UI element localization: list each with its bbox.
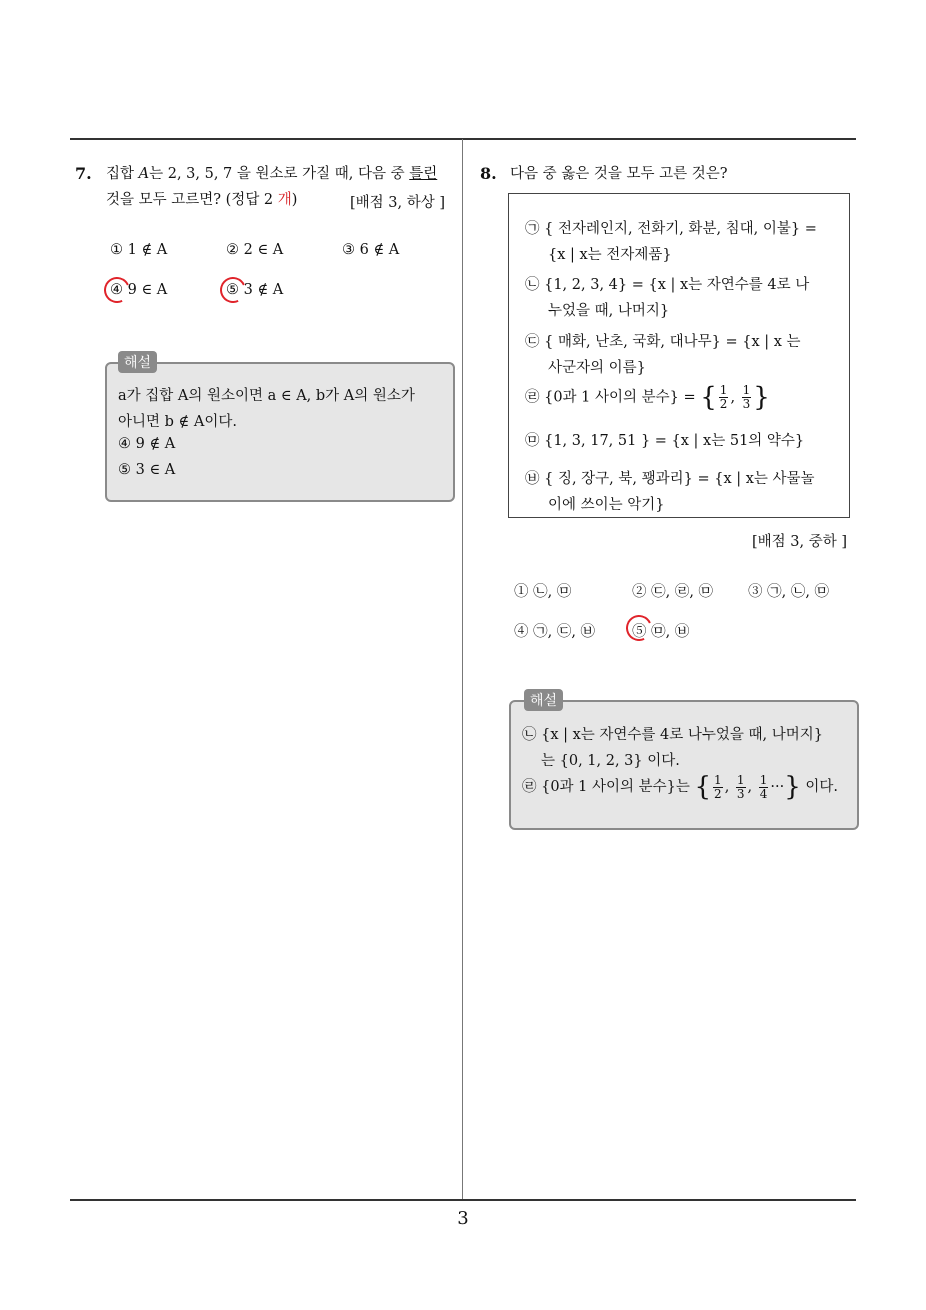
q7-choice-5[interactable]: ⑤ 3 ∉ A <box>226 282 284 298</box>
q8-choice-1[interactable]: ① ㉡, ㉤ <box>514 584 572 600</box>
q8-explanation-tag: 해설 <box>524 689 563 711</box>
q8-item-6a: ㉥ { 징, 장구, 북, 꽹과리} = {x | x는 사물놀 <box>525 471 815 487</box>
q8-choice-2[interactable]: ② ㉢, ㉣, ㉤ <box>632 584 714 600</box>
q7-text-a: 집합 <box>106 166 139 182</box>
page-number: 3 <box>457 1208 469 1229</box>
q8-exp-frac1: $\frac{1}{2}$ <box>714 772 722 801</box>
q7-explanation-line1: a가 집합 A의 원소이면 a ∈ A, b가 A의 원소가 <box>118 388 415 404</box>
q8-choice-3[interactable]: ③ ㉠, ㉡, ㉤ <box>748 584 830 600</box>
q8-choice-4[interactable]: ④ ㉠, ㉢, ㉥ <box>514 624 596 640</box>
q8-item-4: ㉣ {0과 1 사이의 분수} = { $\frac{1}{2}$ , $\frac{1}{3}$ } <box>525 382 770 413</box>
q7-answer-mark-5 <box>216 273 249 306</box>
q8-item-4-brace-close: } <box>753 382 770 413</box>
q7-score: [배점 3, 하상 ] <box>350 195 446 211</box>
q7-explanation-line2: 아니면 b ∉ A이다. <box>118 414 237 430</box>
q7-choice-1[interactable]: ① 1 ∉ A <box>110 242 168 258</box>
q8-score: [배점 3, 중하 ] <box>752 534 848 550</box>
q8-exp-frac2: $\frac{1}{3}$ <box>736 772 745 801</box>
q8-number: 8. <box>480 164 497 183</box>
q8-explanation-line2: 는 {0, 1, 2, 3} 이다. <box>541 753 680 769</box>
q8-exp-brace-close: } <box>784 772 801 802</box>
q8-item-5: ㉤ {1, 3, 17, 51 } = {x | x는 51의 약수} <box>525 433 805 449</box>
q7-choice-3[interactable]: ③ 6 ∉ A <box>342 242 400 258</box>
q8-choice-5[interactable]: ⑤ ㉤, ㉥ <box>632 624 690 640</box>
q8-explanation-line3: ㉣ {0과 1 사이의 분수}는 { $\frac{1}{2}$ , $\frac{1}{3}$ , $\frac{1}{4}$ ···} 이다. <box>522 772 839 802</box>
q7-number: 7. <box>75 164 92 183</box>
q7-answer-count: 개 <box>277 192 292 208</box>
q8-item-1b: {x | x는 전자제품} <box>548 247 672 263</box>
q8-item-2a: ㉡ {1, 2, 3, 4} = {x | x는 자연수를 4로 나 <box>525 277 810 293</box>
q7-question-line2 <box>106 188 297 212</box>
q7-text-c: 것을 모두 고르면? (정답 2 <box>106 192 278 208</box>
q7-choice-4[interactable]: ④ 9 ∈ A <box>110 282 168 298</box>
q7-explanation-tag: 해설 <box>118 351 157 373</box>
q8-item-2b: 누었을 때, 나머지} <box>548 303 670 319</box>
q8-explanation-line3b: 이다. <box>800 779 839 795</box>
q7-explanation-line3: ④ 9 ∉ A <box>118 436 176 452</box>
q8-item-4-brace-open: { <box>700 382 717 413</box>
q8-explanation-line3a: ㉣ {0과 1 사이의 분수}는 <box>522 779 695 795</box>
q8-item-6b: 이에 쓰이는 악기} <box>548 497 665 513</box>
q8-exp-frac3: $\frac{1}{4}$ <box>759 772 768 801</box>
q8-item-4-frac2: $\frac{1}{3}$ <box>742 383 751 411</box>
top-rule <box>70 138 856 140</box>
q8-question: 다음 중 옳은 것을 모두 고른 것은? <box>510 166 728 182</box>
q7-explanation-box <box>105 362 455 502</box>
column-divider <box>462 139 463 1201</box>
q8-explanation-line1: ㉡ {x | x는 자연수를 4로 나누었을 때, 나머지} <box>522 727 823 743</box>
q8-item-4a: ㉣ {0과 1 사이의 분수} = <box>525 389 701 406</box>
q8-item-4-frac1: $\frac{1}{2}$ <box>719 383 728 411</box>
q8-exp-brace-open: { <box>694 772 712 802</box>
q7-question-line1 <box>106 162 437 186</box>
q7-answer-mark-4 <box>100 273 133 306</box>
bottom-rule <box>70 1199 856 1201</box>
q7-text-b: 는 2, 3, 5, 7 을 원소로 가질 때, 다음 중 <box>149 166 410 182</box>
q7-text-d: ) <box>291 192 298 208</box>
q8-item-3b: 사군자의 이름} <box>548 360 646 376</box>
q7-var-a: A <box>138 166 150 182</box>
q8-item-3a: ㉢ { 매화, 난초, 국화, 대나무} = {x | x 는 <box>525 334 801 350</box>
q7-choice-2[interactable]: ② 2 ∈ A <box>226 242 284 258</box>
q8-item-1a: ㉠ { 전자레인지, 전화기, 화분, 침대, 이불} = <box>525 221 817 237</box>
q7-explanation-line4: ⑤ 3 ∈ A <box>118 462 176 478</box>
q7-underline-word: 틀린 <box>409 166 438 182</box>
